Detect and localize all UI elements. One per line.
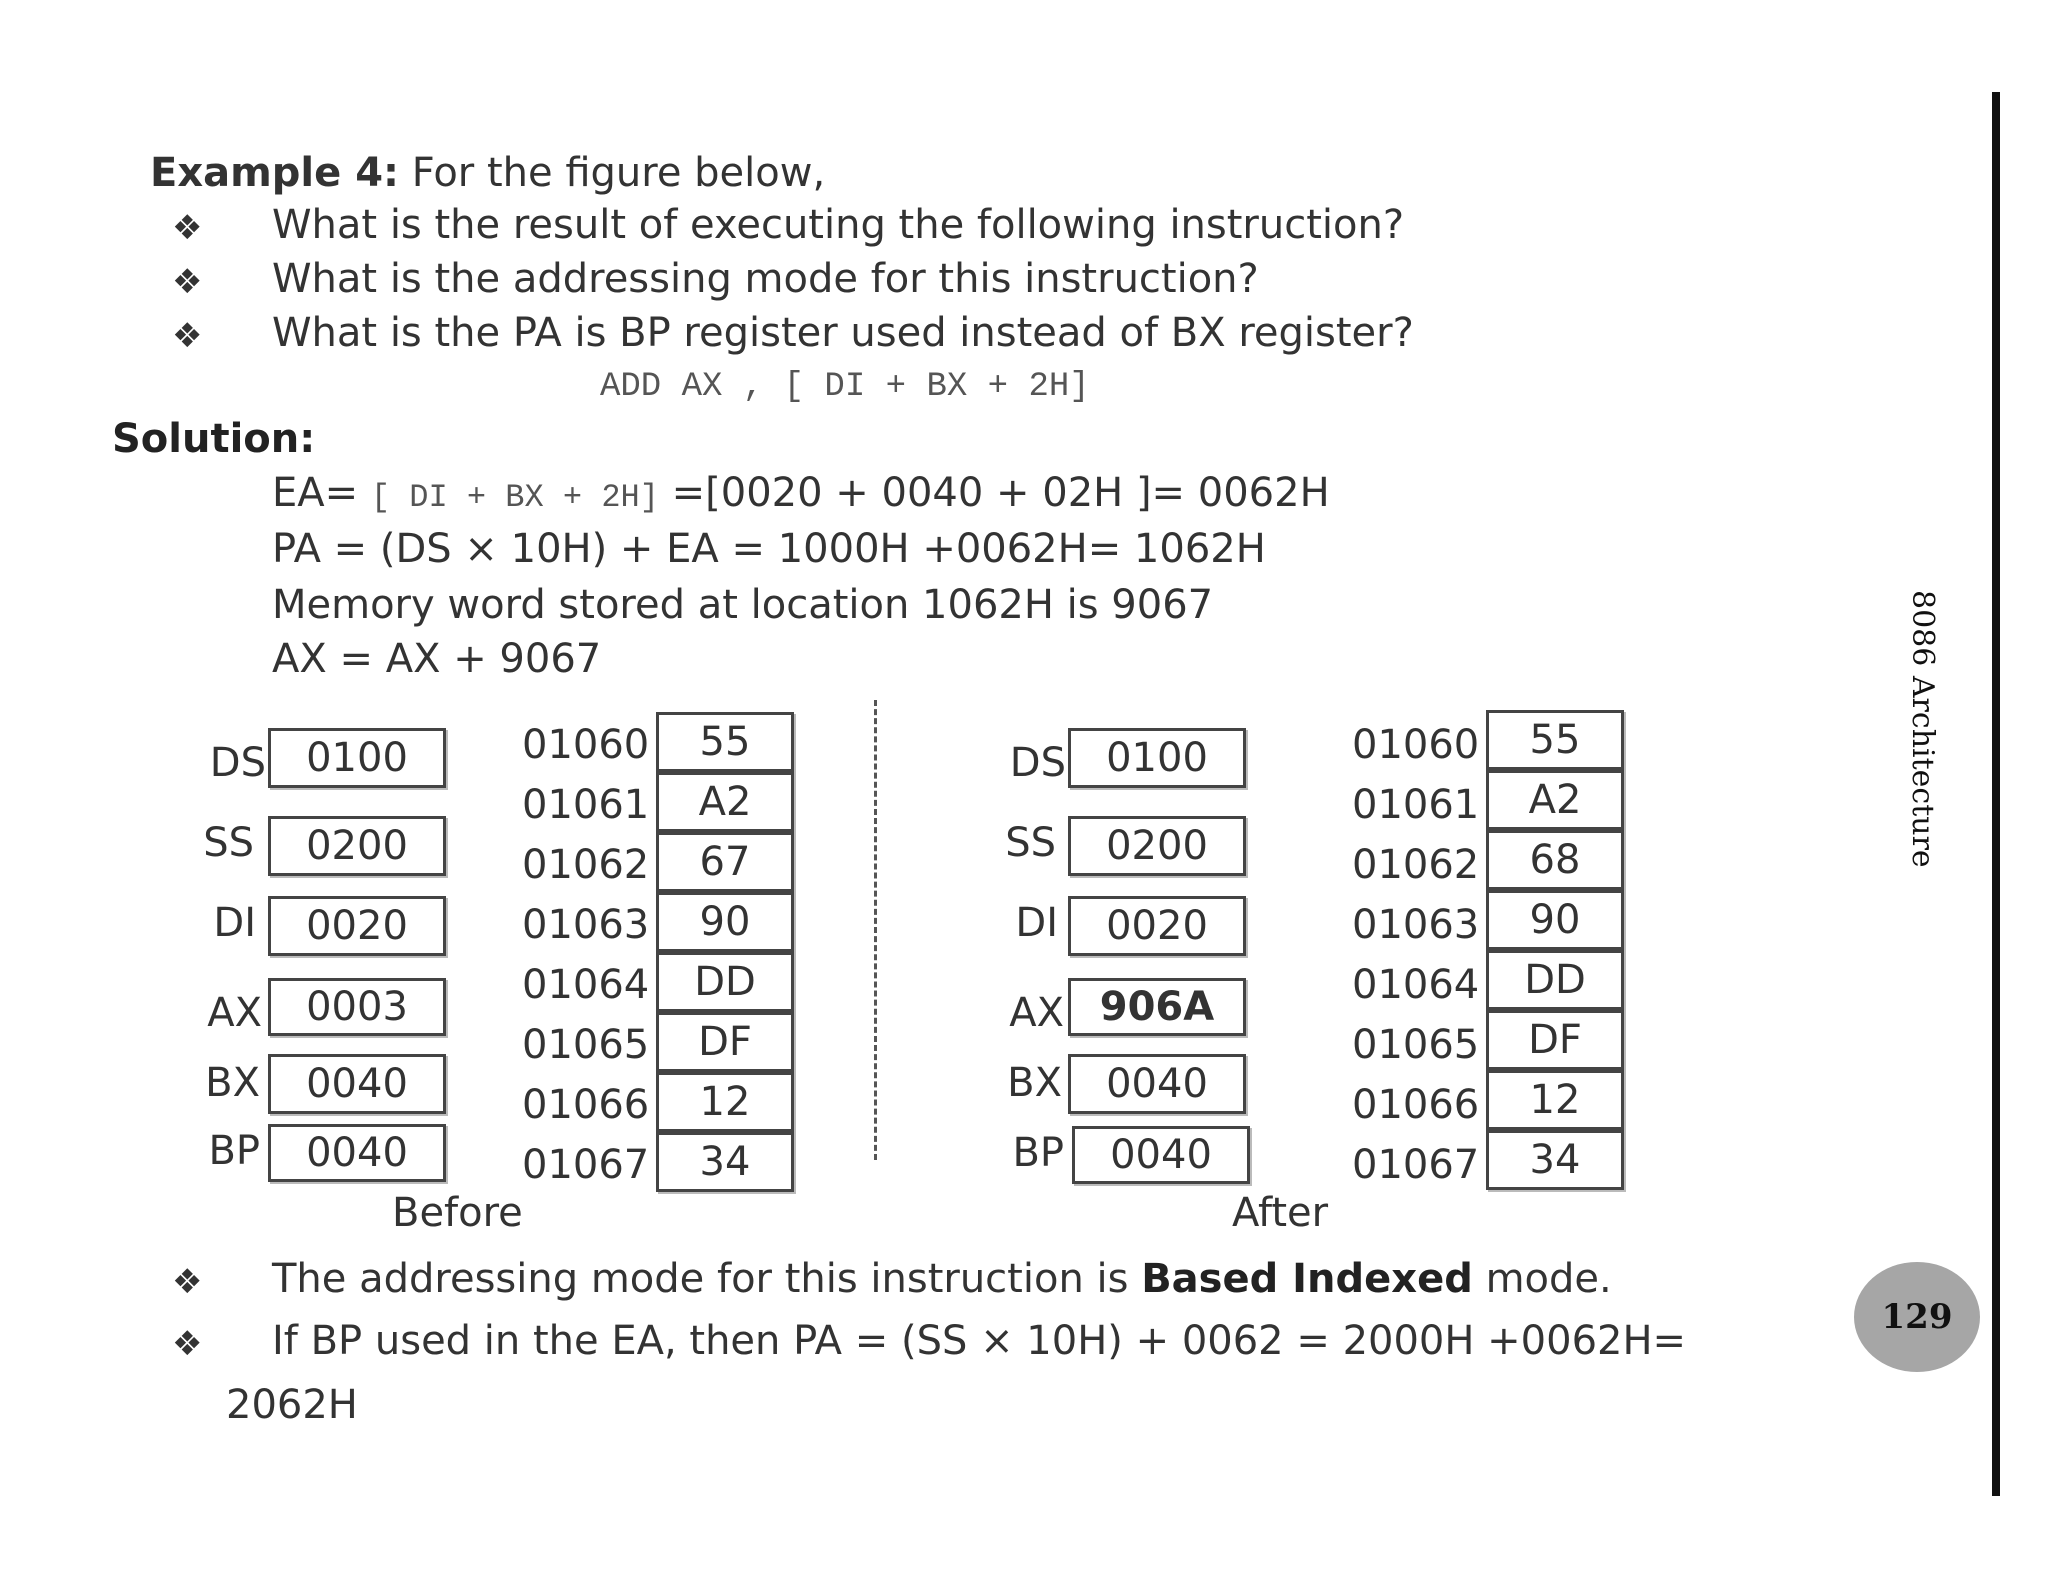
memory-address: 01062 [1352, 842, 1480, 888]
register-label-bp: BP [1012, 1130, 1064, 1176]
register-label-ax: AX [207, 990, 262, 1036]
register-ax-value: 0003 [268, 978, 446, 1036]
memory-address: 01065 [522, 1022, 650, 1068]
ax-line: AX = AX + 9067 [272, 636, 602, 682]
register-label-di: DI [213, 900, 256, 946]
solution-label: Solution: [112, 416, 316, 462]
register-label-ds: DS [209, 740, 266, 786]
bullet-icon: ❖ [172, 316, 203, 356]
dashed-divider [874, 700, 877, 1160]
ea-expression: [ DI + BX + 2H] [370, 479, 659, 516]
register-label-bx: BX [205, 1060, 260, 1106]
bullet-icon: ❖ [172, 1262, 203, 1302]
register-bx-value: 0040 [268, 1054, 446, 1114]
memory-address: 01060 [522, 722, 650, 768]
register-ss-value: 0200 [1068, 816, 1246, 876]
register-di-value: 0020 [1068, 896, 1246, 956]
register-ds-value: 0100 [1068, 728, 1246, 788]
register-ss-value: 0200 [268, 816, 446, 876]
memory-address: 01064 [1352, 962, 1480, 1008]
memory-address: 01065 [1352, 1022, 1480, 1068]
ea-line [272, 470, 1330, 516]
memory-cell: 55 [656, 712, 794, 772]
example-heading [150, 150, 825, 196]
memory-line: Memory word stored at location 1062H is 9067 [272, 582, 1214, 628]
register-bp-value: 0040 [1072, 1126, 1250, 1184]
memory-address: 01062 [522, 842, 650, 888]
instruction-code: ADD AX , [ DI + BX + 2H] [600, 368, 1090, 406]
memory-address: 01064 [522, 962, 650, 1008]
memory-cell: 90 [1486, 890, 1624, 950]
page-edge-bar [1992, 92, 2000, 1496]
register-bp-value: 0040 [268, 1124, 446, 1182]
answer-mode-line [272, 1256, 1612, 1302]
example-intro: For the figure below, [399, 150, 826, 196]
memory-address: 01061 [1352, 782, 1480, 828]
page-number: 129 [1881, 1297, 1953, 1337]
bullet-icon: ❖ [172, 208, 203, 248]
memory-cell: 67 [656, 832, 794, 892]
memory-address: 01060 [1352, 722, 1480, 768]
memory-cell: 55 [1486, 710, 1624, 770]
answer-mode-suffix: mode. [1472, 1256, 1612, 1302]
ea-result: =[0020 + 0040 + 02H ]= 0062H [671, 470, 1330, 516]
question-1: What is the result of executing the following instruction? [272, 202, 1405, 248]
register-label-ax: AX [1009, 990, 1064, 1036]
register-label-bx: BX [1007, 1060, 1062, 1106]
memory-address: 01063 [522, 902, 650, 948]
pa-line: PA = (DS × 10H) + EA = 1000H +0062H= 1062H [272, 526, 1266, 572]
memory-address: 01067 [522, 1142, 650, 1188]
register-label-ss: SS [203, 820, 254, 866]
register-label-di: DI [1015, 900, 1058, 946]
memory-cell: DD [1486, 950, 1624, 1010]
memory-cell: 34 [1486, 1130, 1624, 1190]
memory-cell: DD [656, 952, 794, 1012]
memory-cell: A2 [656, 772, 794, 832]
question-2: What is the addressing mode for this instruction? [272, 256, 1259, 302]
memory-address: 01063 [1352, 902, 1480, 948]
question-3: What is the PA is BP register used instead of BX register? [272, 310, 1414, 356]
register-di-value: 0020 [268, 896, 446, 956]
answer-bp-result: 2062H [226, 1382, 358, 1428]
ea-prefix: EA= [272, 470, 359, 516]
memory-cell: DF [656, 1012, 794, 1072]
register-ds-value: 0100 [268, 728, 446, 788]
memory-cell: 68 [1486, 830, 1624, 890]
answer-mode-prefix: The addressing mode for this instruction is [272, 1256, 1142, 1302]
before-caption: Before [392, 1190, 523, 1236]
page-number-badge [1854, 1262, 1980, 1372]
memory-cell: A2 [1486, 770, 1624, 830]
memory-cell: 12 [656, 1072, 794, 1132]
bullet-icon: ❖ [172, 262, 203, 302]
memory-address: 01067 [1352, 1142, 1480, 1188]
bullet-icon: ❖ [172, 1324, 203, 1364]
register-label-ss: SS [1005, 820, 1056, 866]
memory-cell: 12 [1486, 1070, 1624, 1130]
register-ax-value: 906A [1068, 978, 1246, 1036]
memory-address: 01061 [522, 782, 650, 828]
memory-cell: 90 [656, 892, 794, 952]
memory-cell: DF [1486, 1010, 1624, 1070]
register-bx-value: 0040 [1068, 1054, 1246, 1114]
example-label: Example 4: [150, 150, 400, 196]
answer-mode-bold: Based Indexed [1141, 1256, 1473, 1302]
side-title: 8086 Architecture [1905, 590, 1940, 868]
memory-address: 01066 [1352, 1082, 1480, 1128]
register-label-bp: BP [208, 1128, 260, 1174]
answer-bp-line: If BP used in the EA, then PA = (SS × 10H) + 0062 = 2000H +0062H= [272, 1318, 1687, 1364]
memory-cell: 34 [656, 1132, 794, 1192]
after-caption: After [1232, 1190, 1329, 1236]
memory-address: 01066 [522, 1082, 650, 1128]
register-label-ds: DS [1009, 740, 1066, 786]
